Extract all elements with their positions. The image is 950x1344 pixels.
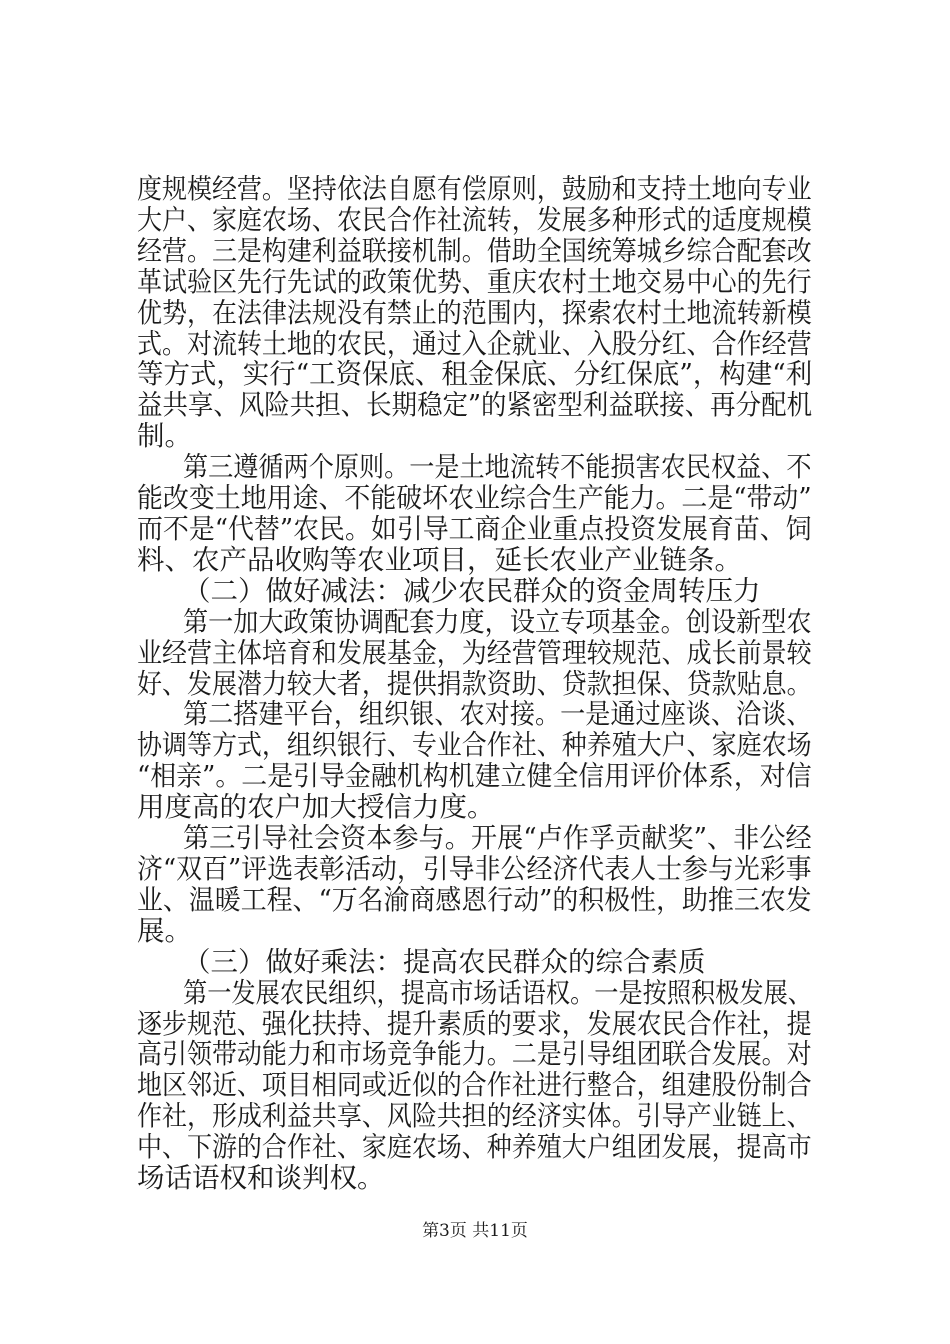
body-text-line: 优势，在法律法规没有禁止的范围内，探索农村土地流转新模	[137, 296, 812, 329]
body-text-line: 革试验区先行先试的政策优势、重庆农村土地交易中心的先行	[137, 265, 812, 298]
body-text-line: 协调等方式，组织银行、专业合作社、种养殖大户、家庭农场	[137, 729, 812, 762]
body-text-line: 式。对流转土地的农民，通过入企就业、入股分红、合作经营	[137, 327, 812, 360]
paragraph-first-line: 第三遵循两个原则。一是土地流转不能损害农民权益、不	[183, 451, 812, 484]
body-text-line: 能改变土地用途、不能破坏农业综合生产能力。二是“带动”	[137, 482, 812, 515]
body-text-line: 度规模经营。坚持依法自愿有偿原则，鼓励和支持土地向专业	[137, 173, 812, 205]
paragraph-first-line: 第一加大政策协调配套力度，设立专项基金。创设新型农	[183, 605, 812, 638]
body-text-line: 高引领带动能力和市场竞争能力。二是引导组团联合发展。对	[137, 1038, 812, 1071]
body-text-line: 料、农产品收购等农业项目，延长农业产业链条。	[137, 543, 742, 576]
body-text-line: 业、温暖工程、“万名渝商感恩行动”的积极性，助推三农发	[137, 883, 812, 916]
section-heading: （二）做好减法：减少农民群众的资金周转压力	[183, 574, 761, 607]
body-text-line: 业经营主体培育和发展基金，为经营管理较规范、成长前景较	[137, 636, 812, 669]
body-text-line: 作社，形成利益共享、风险共担的经济实体。引导产业链上、	[137, 1100, 812, 1133]
paragraph-first-line: 第三引导社会资本参与。开展“卢作孚贡献奖”、非公经	[183, 822, 812, 855]
body-text-line: 地区邻近、项目相同或近似的合作社进行整合，组建股份制合	[137, 1069, 812, 1102]
paragraph-first-line: 第二搭建平台，组织银、农对接。一是通过座谈、洽谈、	[183, 698, 812, 731]
body-text-line: 展。	[137, 914, 192, 947]
section-heading: （三）做好乘法：提高农民群众的综合素质	[183, 945, 706, 978]
body-text-line: 经营。三是构建利益联接机制。借助全国统筹城乡综合配套改	[137, 234, 812, 267]
body-text-line: 用度高的农户加大授信力度。	[137, 791, 495, 824]
body-text-line: 中、下游的合作社、家庭农场、种养殖大户组团发展，提高市	[137, 1131, 812, 1164]
body-text-line: 好、发展潜力较大者，提供捐款资助、贷款担保、贷款贴息。	[137, 667, 812, 700]
body-text-line: 制。	[137, 420, 192, 453]
body-text-line: 益共享、风险共担、长期稳定”的紧密型利益联接、再分配机	[137, 389, 813, 422]
body-text-line: 等方式，实行“工资保底、租金保底、分红保底”，构建“利	[137, 358, 813, 391]
paragraph-first-line: 第一发展农民组织，提高市场话语权。一是按照积极发展、	[183, 976, 812, 1009]
body-text-line: 济“双百”评选表彰活动，引导非公经济代表人士参与光彩事	[137, 853, 812, 885]
body-text-line: 大户、家庭农场、农民合作社流转，发展多种形式的适度规模	[137, 203, 812, 236]
body-text-line: 逐步规范、强化扶持、提升素质的要求，发展农民合作社，提	[137, 1007, 812, 1040]
body-text-line: “相亲”。二是引导金融机构机建立健全信用评价体系，对信	[137, 760, 812, 793]
body-text-line: 而不是“代替”农民。如引导工商企业重点投资发展育苗、饲	[137, 513, 812, 545]
page-footer: 第3页 共11页	[422, 1221, 528, 1241]
body-text-line: 场话语权和谈判权。	[137, 1162, 385, 1195]
